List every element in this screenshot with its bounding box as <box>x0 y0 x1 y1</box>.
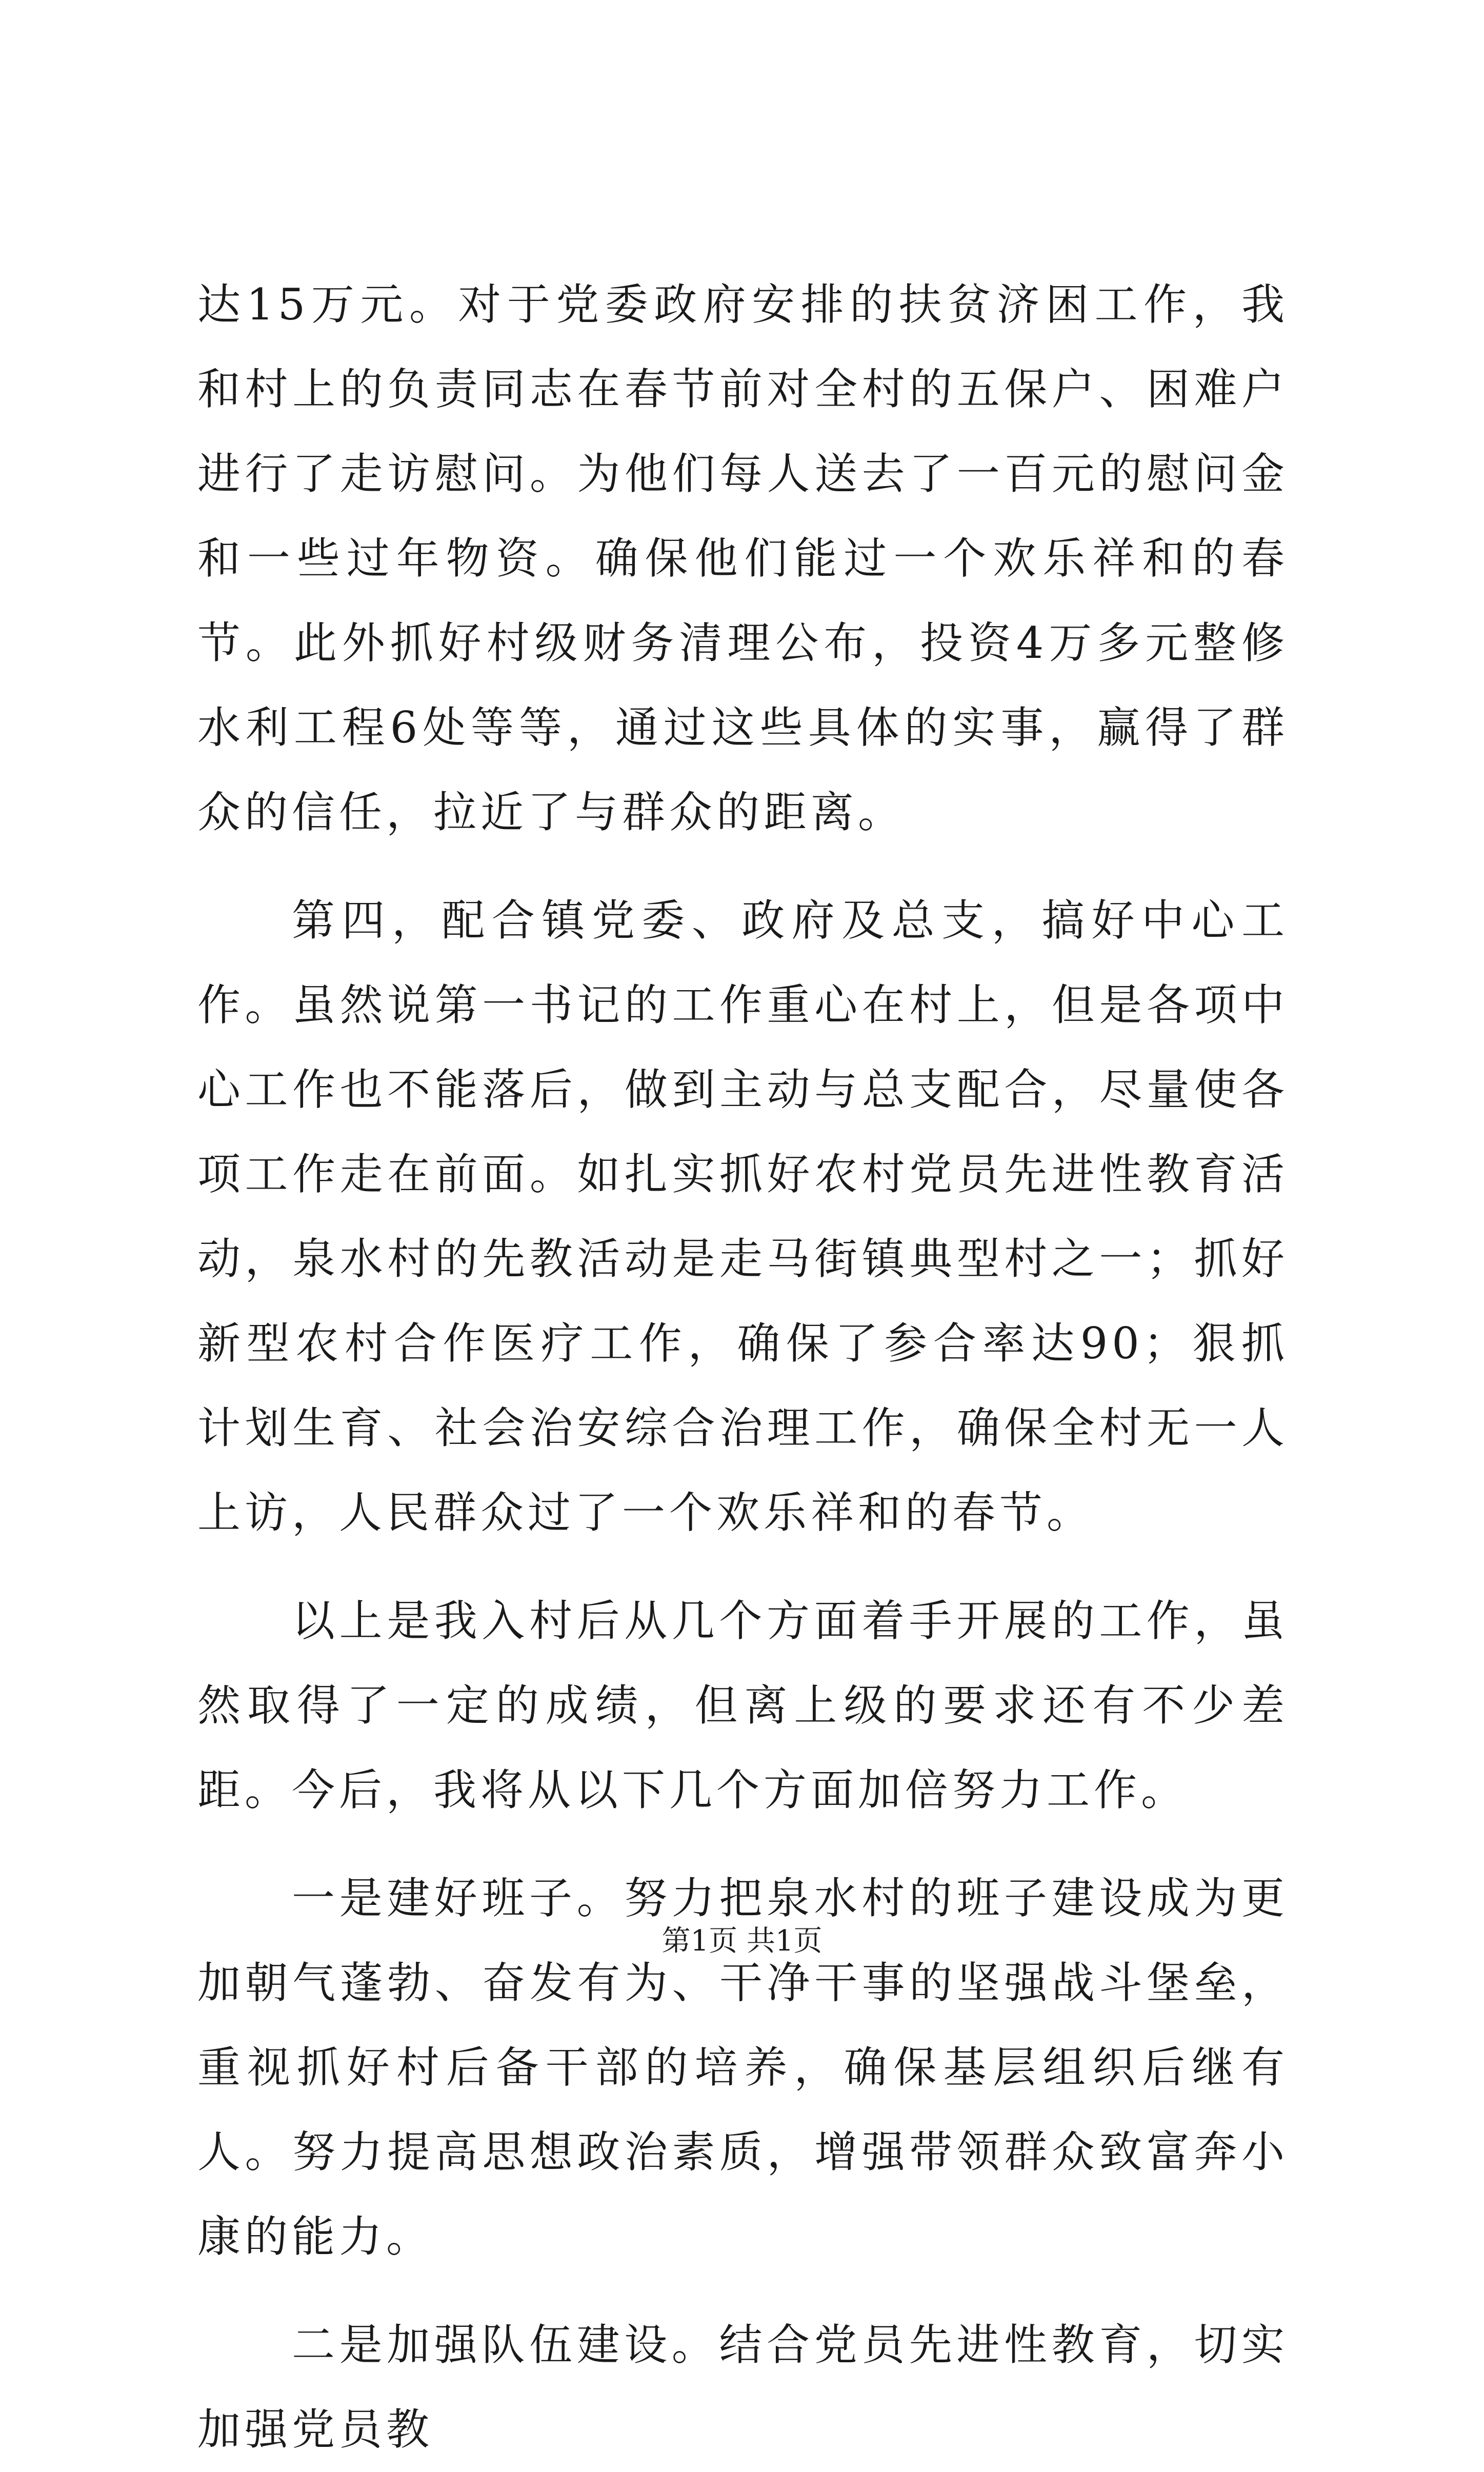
page-footer: 第1页 共1页 <box>661 1924 823 1958</box>
paragraph-continuation: 达15万元。对于党委政府安排的扶贫济困工作，我和村上的负责同志在春节前对全村的五保户、困难户进行了走访慰问。为他们每人送去了一百元的慰问金和一些过年物资。确保他们能过一个欢乐祥和的春节。此外抓好村级财务清理公布，投资4万多元整修水利工程6处等等，通过这些具体的实事，赢得了群众的信任，拉近了与群众的距离。 <box>197 279 1289 837</box>
document-body <box>197 263 1289 2472</box>
paragraph-summary: 以上是我入村后从几个方面着手开展的工作，虽然取得了一定的成绩，但离上级的要求还有不少差距。今后，我将从以下几个方面加倍努力工作。 <box>197 1596 1289 1815</box>
paragraph-fourth-point: 第四，配合镇党委、政府及总支，搞好中心工作。虽然说第一书记的工作重心在村上，但是各项中心工作也不能落后，做到主动与总支配合，尽量使各项工作走在前面。如扎实抓好农村党员先进性教育活动，泉水村的先教活动是走马街镇典型村之一；抓好新型农村合作医疗工作，确保了参合率达90；狠抓计划生育、社会治安综合治理工作，确保全村无一人上访，人民群众过了一个欢乐祥和的春节。 <box>197 895 1289 1538</box>
paragraph-plan-one: 一是建好班子。努力把泉水村的班子建设成为更加朝气蓬勃、奋发有为、干净干事的坚强战斗堡垒，重视抓好村后备干部的培养，确保基层组织后继有人。努力提高思想政治素质，增强带领群众致富奔小康的能力。 <box>197 1873 1289 2262</box>
paragraph-plan-two: 二是加强队伍建设。结合党员先进性教育，切实加强党员教 <box>197 2320 1289 2455</box>
